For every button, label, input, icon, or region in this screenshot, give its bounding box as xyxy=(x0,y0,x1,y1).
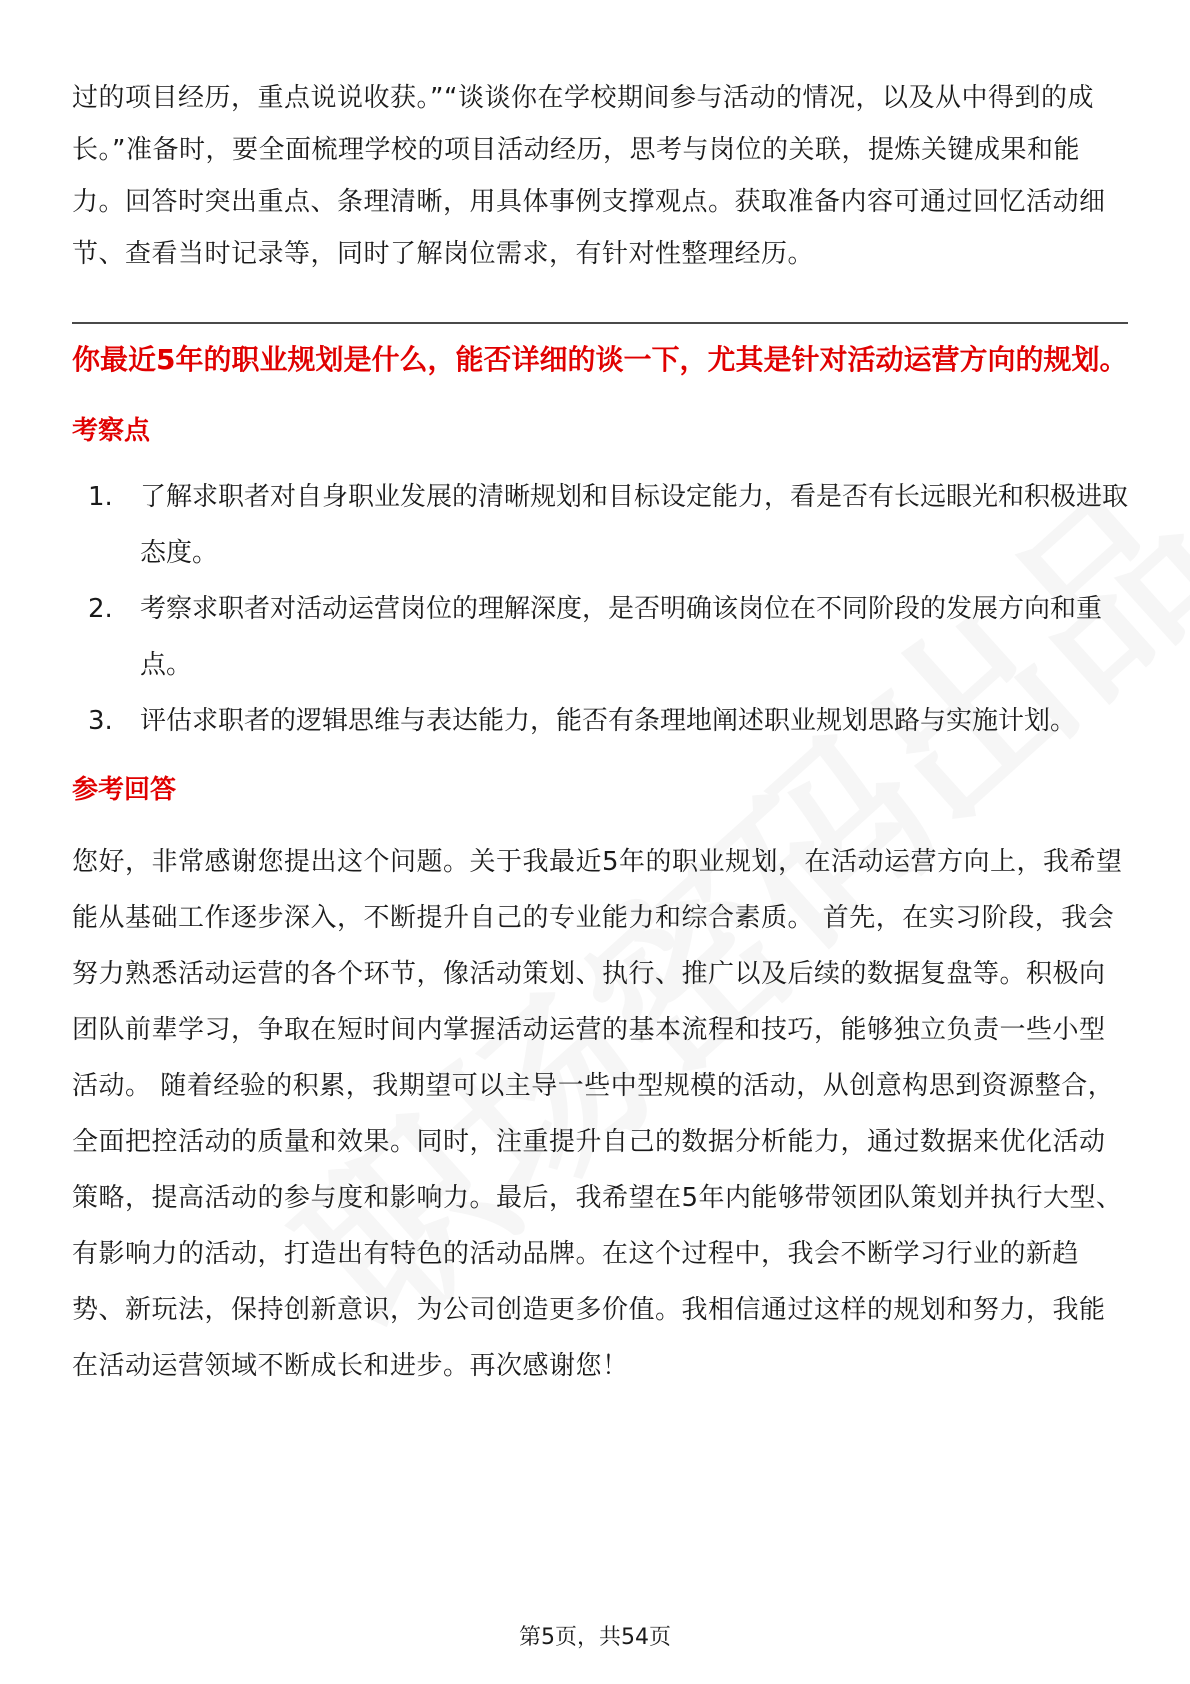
answer-section xyxy=(72,769,1128,1394)
page-number: 第5页，共54页 xyxy=(519,1625,671,1650)
list-item-number: 3. xyxy=(88,706,113,736)
intro-paragraph: 过的项目经历，重点说说收获。”“谈谈你在学校期间参与活动的情况，以及从中得到的成长。”准备时，要全面梳理学校的项目活动经历，思考与岗位的关联，提炼关键成果和能力。回答时突出重点、条理清晰，用具体事例支撑观点。获取准备内容可通过回忆活动细节、查看当时记录等，同时了解岗位需求，有针对性整理经历。 xyxy=(72,83,1106,269)
list-item-text: 了解求职者对自身职业发展的清晰规划和目标设定能力，看是否有长远眼光和积极进取态度。 xyxy=(140,482,1129,568)
points-section-title: 考察点 xyxy=(72,416,151,446)
section-divider xyxy=(72,322,1128,324)
list-item-number: 2. xyxy=(88,594,113,624)
points-section xyxy=(72,410,1128,749)
list-item-number: 1. xyxy=(88,482,113,512)
list-item xyxy=(72,693,1128,749)
list-item xyxy=(72,581,1128,693)
document-page xyxy=(72,0,1128,1394)
list-item-text: 评估求职者的逻辑思维与表达能力，能否有条理地阐述职业规划思路与实施计划。 xyxy=(140,706,1077,736)
answer-section-title: 参考回答 xyxy=(72,775,177,805)
list-item-text: 考察求职者对活动运营岗位的理解深度，是否明确该岗位在不同阶段的发展方向和重点。 xyxy=(140,594,1103,680)
list-item xyxy=(72,469,1128,581)
points-list xyxy=(72,469,1128,749)
interview-question: 你最近5年的职业规划是什么，能否详细的谈一下，尤其是针对活动运营方向的规划。 xyxy=(72,343,1128,376)
answer-paragraph: 您好，非常感谢您提出这个问题。关于我最近5年的职业规划，在活动运营方向上，我希望能从基础工作逐步深入，不断提升自己的专业能力和综合素质。 首先，在实习阶段，我会努力熟悉活动运营的各个环节，像活动策划、执行、推广以及后续的数据复盘等。积极向团队前辈学习，争取在短时间内掌握活动运营的基本流程和技巧，能够独立负责一些小型活动。 随着经验的积累，我期望可以主导一些中型规模的活动，从创意构思到资源整合，全面把控活动的质量和效果。同时，注重提升自己的数据分析能力，通过数据来优化活动策略，提高活动的参与度和影响力。最后，我希望在5年内能够带领团队策划并执行大型、有影响力的活动，打造出有特色的活动品牌。在这个过程中，我会不断学习行业的新趋势、新玩法，保持创新意识，为公司创造更多价值。我相信通过这样的规划和努力，我能在活动运营领域不断成长和进步。再次感谢您！ xyxy=(72,847,1123,1381)
